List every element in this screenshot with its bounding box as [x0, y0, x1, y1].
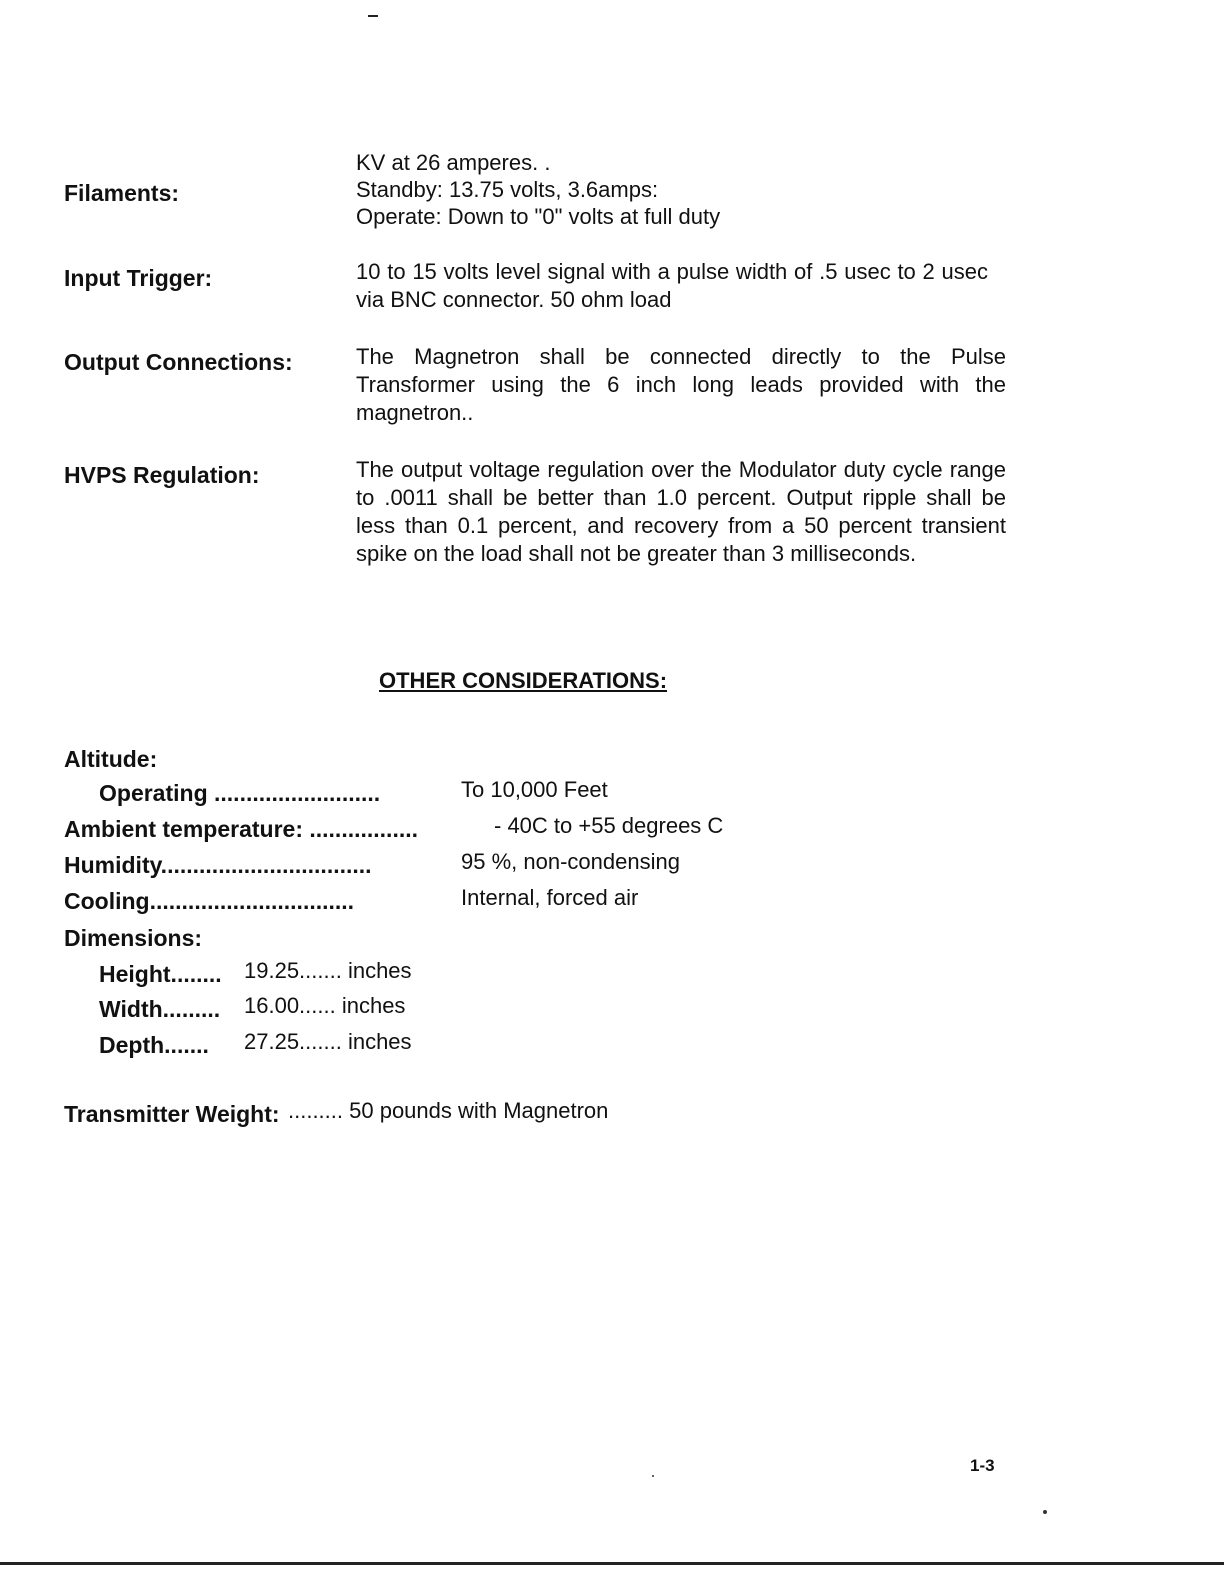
- page-number: 1-3: [970, 1456, 995, 1475]
- hvps-regulation-text: The output voltage regulation over the Modulator duty cycle range to .0011 shall be better than 1.0 percent. Output ripple shall be less than 0.1 percent, and recovery from a 50 percent transient spike on the load shall not be greater than 3 milliseconds.: [356, 457, 1006, 566]
- hvps-spec-tail: KV at 26 amperes. .: [356, 150, 551, 175]
- filaments-standby: Standby: 13.75 volts, 3.6amps:: [356, 177, 659, 202]
- other-considerations-heading: OTHER CONSIDERATIONS:: [379, 668, 668, 693]
- scan-mark: [368, 15, 378, 17]
- humidity-value: 95 %, non-condensing: [461, 849, 680, 874]
- humidity-label: Humidity.................................: [64, 852, 372, 878]
- width-value: 16.00...... inches: [244, 993, 406, 1018]
- operating-value: To 10,000 Feet: [461, 777, 608, 802]
- transmitter-weight-value: ......... 50 pounds with Magnetron: [288, 1098, 609, 1123]
- input-trigger-text: 10 to 15 volts level signal with a pulse width of .5 usec to 2 usec via BNC connector. 50 ohm load: [356, 259, 988, 312]
- scan-speck: [1043, 1510, 1047, 1514]
- output-connections-label: Output Connections:: [64, 349, 293, 375]
- output-connections-text: The Magnetron shall be connected directly to the Pulse Transformer using the 6 inch long leads provided with the magnetron..: [356, 344, 1006, 425]
- dimensions-label: Dimensions:: [64, 925, 203, 951]
- cooling-label: Cooling................................: [64, 888, 355, 914]
- cooling-value: Internal, forced air: [461, 885, 639, 910]
- scan-speck: [652, 1475, 654, 1477]
- height-label: Height........: [99, 961, 222, 987]
- width-label: Width.........: [99, 996, 221, 1022]
- transmitter-weight-label: Transmitter Weight:: [64, 1101, 280, 1127]
- ambient-temperature-value: - 40C to +55 degrees C: [494, 813, 724, 838]
- height-value: 19.25....... inches: [244, 958, 412, 983]
- filaments-label: Filaments:: [64, 180, 180, 206]
- depth-value: 27.25....... inches: [244, 1029, 412, 1054]
- ambient-temperature-label: Ambient temperature: .................: [64, 816, 419, 842]
- page-edge-rule: [0, 1562, 1224, 1565]
- input-trigger-label: Input Trigger:: [64, 265, 213, 291]
- altitude-label: Altitude:: [64, 746, 158, 772]
- hvps-regulation-label: HVPS Regulation:: [64, 462, 260, 488]
- operating-label: Operating ..........................: [99, 780, 381, 806]
- depth-label: Depth.......: [99, 1032, 209, 1058]
- filaments-operate: Operate: Down to "0" volts at full duty: [356, 204, 721, 229]
